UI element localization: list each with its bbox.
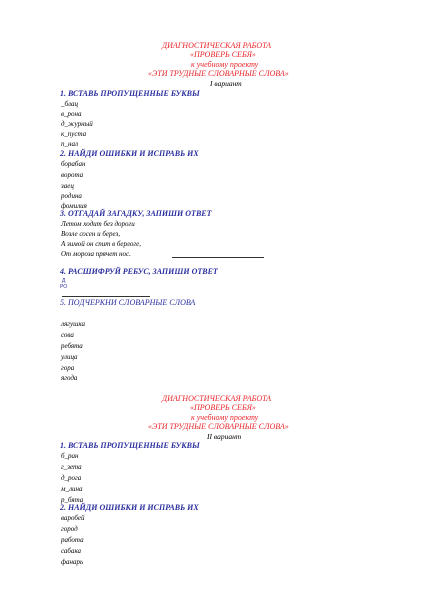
word-item: б_ран: [61, 452, 79, 460]
word-item: фанарь: [61, 558, 84, 566]
task-4-title: 4. РАСШИФРУЙ РЕБУС, ЗАПИШИ ОТВЕТ: [60, 267, 218, 276]
word-item: заец: [61, 182, 74, 190]
header-project-name: «ЭТИ ТРУДНЫЕ СЛОВАРНЫЕ СЛОВА»: [148, 422, 289, 431]
word-item: р_бята: [61, 496, 84, 504]
word-item: гора: [61, 364, 75, 372]
header-title: ДИАГНОСТИЧЕСКАЯ РАБОТА: [162, 41, 272, 50]
answer-line: [172, 257, 264, 258]
header-project-note: к учебному проекту: [191, 60, 259, 69]
task-2-title: 2. НАЙДИ ОШИБКИ И ИСПРАВЬ ИХ: [60, 149, 199, 158]
word-item: д_рога: [61, 474, 82, 482]
header-project-note: к учебному проекту: [191, 413, 259, 422]
variant-label: II вариант: [207, 432, 242, 441]
riddle-line: От мороза прячет нос.: [61, 250, 131, 258]
word-item: п_нал: [61, 140, 79, 148]
task-2-title: 2. НАЙДИ ОШИБКИ И ИСПРАВЬ ИХ: [60, 503, 199, 512]
riddle-line: Летом ходит без дороги: [61, 220, 135, 228]
word-item: лягушка: [61, 320, 86, 328]
word-item: д_журный: [61, 120, 93, 128]
header-title: ДИАГНОСТИЧЕСКАЯ РАБОТА: [162, 394, 272, 403]
task-1-title: 1. ВСТАВЬ ПРОПУЩЕННЫЕ БУКВЫ: [60, 89, 200, 98]
word-item: борабан: [61, 160, 86, 168]
header-project-name: «ЭТИ ТРУДНЫЕ СЛОВАРНЫЕ СЛОВА»: [148, 69, 289, 78]
word-item: ребята: [61, 342, 83, 350]
word-item: _блац: [61, 100, 78, 108]
word-item: г_зета: [61, 463, 82, 471]
word-item: ворота: [61, 171, 84, 179]
rebus-bottom: РО: [60, 284, 68, 290]
task-3-title: 3. ОТГАДАЙ ЗАГАДКУ, ЗАПИШИ ОТВЕТ: [60, 209, 212, 218]
word-item: улица: [61, 353, 78, 361]
header-subtitle: «ПРОВЕРЬ СЕБЯ»: [190, 403, 256, 412]
word-item: м_лина: [61, 485, 83, 493]
answer-line: [62, 296, 150, 297]
word-item: сова: [61, 331, 74, 339]
riddle-line: Возле сосен и берез,: [61, 230, 120, 238]
word-item: работа: [61, 536, 84, 544]
word-item: к_пуста: [61, 130, 87, 138]
word-item: родина: [61, 192, 82, 200]
word-item: ягода: [61, 374, 78, 382]
word-item: сабака: [61, 547, 82, 555]
header-subtitle: «ПРОВЕРЬ СЕБЯ»: [190, 50, 256, 59]
word-item: варобей: [61, 514, 85, 522]
task-1-title: 1. ВСТАВЬ ПРОПУЩЕННЫЕ БУКВЫ: [60, 441, 200, 450]
riddle-line: А зимой он спит в берлоге,: [61, 240, 141, 248]
word-item: город: [61, 525, 78, 533]
word-item: в_рона: [61, 110, 82, 118]
variant-label: I вариант: [210, 79, 242, 88]
task-5-title: 5. ПОДЧЕРКНИ СЛОВАРНЫЕ СЛОВА: [60, 298, 196, 307]
word-item: фомилия: [61, 202, 87, 210]
rebus-top: Д: [62, 278, 66, 284]
